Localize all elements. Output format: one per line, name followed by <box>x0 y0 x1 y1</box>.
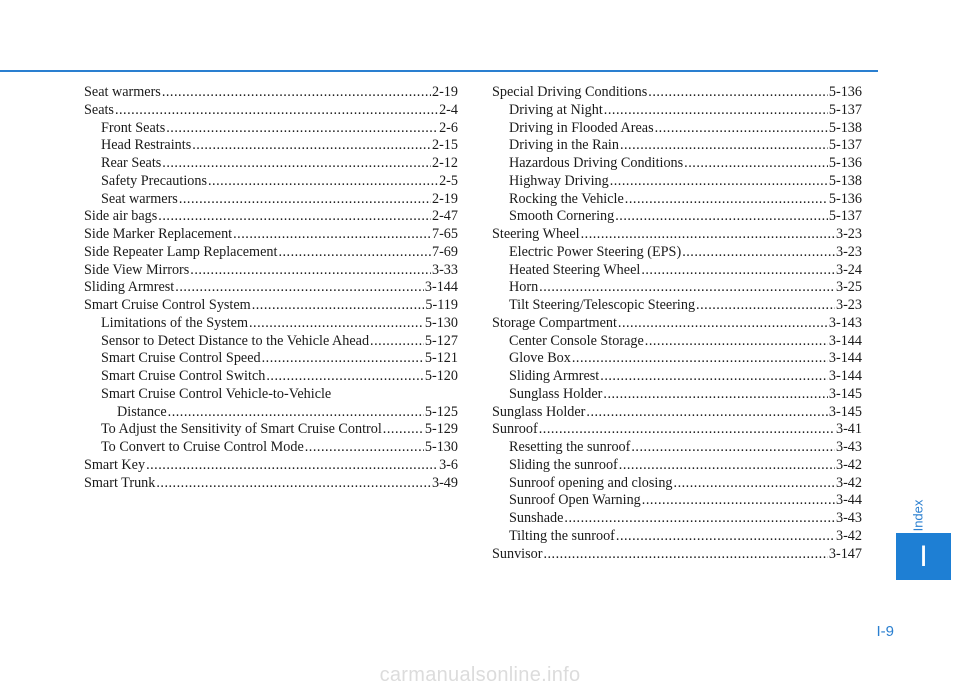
entry-page-ref: 5-136 <box>828 84 862 100</box>
entry-label: Front Seats <box>101 119 166 136</box>
entry-page-ref: 3-143 <box>828 314 862 331</box>
index-subentry[interactable] <box>492 528 862 546</box>
index-subentry[interactable] <box>492 279 862 297</box>
entry-page-ref: 3-145 <box>828 403 862 420</box>
index-subentry[interactable] <box>492 173 862 191</box>
index-entry[interactable] <box>84 84 458 102</box>
entry-label: To Adjust the Sensitivity of Smart Cruise Control <box>101 421 382 438</box>
index-entry[interactable] <box>84 475 458 493</box>
entry-label: Sunglass Holder <box>509 385 603 402</box>
dot-leader <box>162 155 431 173</box>
entry-page-ref: 5-120 <box>424 368 458 384</box>
entry-page-ref: 3-33 <box>431 261 458 278</box>
entry-label: Highway Driving <box>509 172 609 189</box>
entry-page-ref: 5-130 <box>424 439 458 455</box>
index-subentry[interactable] <box>492 155 862 173</box>
entry-label: Sunroof Open Warning <box>509 492 641 509</box>
entry-label: Seats <box>84 101 114 118</box>
entry-page-ref: 3-42 <box>835 527 862 544</box>
entry-label: Hazardous Driving Conditions <box>509 155 684 171</box>
page-number: I-9 <box>876 623 894 640</box>
entry-page-ref: 3-49 <box>431 474 458 491</box>
index-subentry[interactable] <box>84 315 458 333</box>
index-column-left <box>84 84 458 492</box>
index-entry[interactable] <box>492 421 862 439</box>
entry-page-ref: 5-138 <box>828 172 862 189</box>
entry-page-ref: 2-19 <box>431 190 458 207</box>
entry-page-ref: 3-44 <box>835 492 862 509</box>
entry-label: Storage Compartment <box>492 314 617 331</box>
entry-label: Tilting the sunroof <box>509 527 615 544</box>
dot-leader <box>696 297 835 315</box>
entry-label: Smooth Cornering <box>509 208 615 225</box>
dot-leader <box>168 404 424 422</box>
entry-page-ref: 5-136 <box>828 155 862 171</box>
entry-label: Sunroof <box>492 421 538 438</box>
entry-page-ref: 3-42 <box>835 474 862 491</box>
dot-leader <box>539 279 835 297</box>
entry-label: Smart Trunk <box>84 474 156 491</box>
entry-page-ref: 3-144 <box>424 279 458 296</box>
entry-label: Side air bags <box>84 208 158 225</box>
dot-leader <box>616 528 835 546</box>
dot-leader <box>631 439 835 457</box>
index-subentry[interactable] <box>492 368 862 386</box>
index-subentry[interactable] <box>84 191 458 209</box>
dot-leader <box>603 386 827 404</box>
index-subentry[interactable] <box>84 368 458 386</box>
entry-page-ref: 5-137 <box>828 137 862 154</box>
index-entry[interactable] <box>492 226 862 244</box>
entry-label: Driving at Night <box>509 101 603 118</box>
entry-label: Tilt Steering/Telescopic Steering <box>509 297 696 313</box>
entry-page-ref: 3-144 <box>828 350 862 367</box>
dot-leader <box>249 315 424 333</box>
dot-leader <box>682 244 835 262</box>
entry-page-ref: 5-129 <box>424 421 458 438</box>
entry-page-ref: 5-121 <box>424 350 458 367</box>
entry-page-ref: 2-6 <box>439 119 458 136</box>
entry-page-ref: 3-43 <box>835 439 862 455</box>
entry-page-ref: 7-65 <box>431 226 458 242</box>
index-entry[interactable] <box>84 457 458 475</box>
entry-label: Side View Mirrors <box>84 261 190 278</box>
dot-leader <box>642 492 835 510</box>
entry-page-ref: 5-138 <box>828 119 862 136</box>
dot-leader <box>655 120 828 138</box>
entry-page-ref: 5-127 <box>424 332 458 349</box>
dot-leader <box>641 262 835 280</box>
dot-leader <box>564 510 835 528</box>
index-entry[interactable] <box>492 84 862 102</box>
entry-label: Smart Key <box>84 456 146 473</box>
entry-page-ref: 3-144 <box>828 332 862 349</box>
dot-leader <box>383 421 424 439</box>
entry-page-ref: 5-119 <box>425 297 458 313</box>
dot-leader <box>305 439 424 457</box>
index-subentry[interactable] <box>84 439 458 457</box>
entry-label: Rocking the Vehicle <box>509 190 624 207</box>
dot-leader <box>233 226 431 244</box>
index-subentry[interactable] <box>492 208 862 226</box>
entry-page-ref: 5-125 <box>424 403 458 420</box>
dot-leader <box>278 244 431 262</box>
entry-label: Sunglass Holder <box>492 403 586 420</box>
dot-leader <box>625 191 828 209</box>
index-column-right <box>492 84 862 563</box>
entry-page-ref: 3-43 <box>835 510 862 526</box>
index-subentry[interactable] <box>492 386 862 404</box>
index-subentry[interactable] <box>84 404 458 422</box>
entry-page-ref: 3-144 <box>828 368 862 384</box>
dot-leader <box>192 137 431 155</box>
index-subentry[interactable] <box>492 102 862 120</box>
index-subentry[interactable] <box>84 137 458 155</box>
dot-leader <box>262 350 424 368</box>
index-tab-letter: I <box>919 539 928 573</box>
dot-leader <box>266 368 424 386</box>
entry-page-ref: 3-147 <box>828 545 862 562</box>
index-subentry[interactable] <box>492 439 862 457</box>
entry-page-ref: 3-42 <box>835 456 862 473</box>
entry-page-ref: 5-130 <box>424 314 458 331</box>
index-entry[interactable] <box>84 297 458 315</box>
dot-leader <box>581 226 835 244</box>
index-subentry[interactable] <box>492 333 862 351</box>
entry-page-ref: 2-15 <box>431 137 458 154</box>
entry-page-ref: 3-6 <box>439 456 458 473</box>
index-entry[interactable] <box>84 262 458 280</box>
entry-label: Glove Box <box>509 350 571 367</box>
entry-label: Special Driving Conditions <box>492 84 648 100</box>
dot-leader <box>618 315 828 333</box>
dot-leader <box>166 120 438 138</box>
entry-label: To Convert to Cruise Control Mode <box>101 439 304 455</box>
entry-label: Resetting the sunroof <box>509 439 631 455</box>
index-subentry[interactable] <box>492 510 862 528</box>
dot-leader <box>175 279 424 297</box>
dot-leader <box>179 191 431 209</box>
entry-label: Smart Cruise Control Speed <box>101 350 261 367</box>
index-entry[interactable] <box>492 315 862 333</box>
entry-label: Sunshade <box>509 510 564 526</box>
entry-label: Seat warmers <box>101 190 178 207</box>
index-subentry[interactable] <box>84 173 458 191</box>
entry-label: Driving in Flooded Areas <box>509 119 654 136</box>
entry-label: Sliding Armrest <box>509 368 600 384</box>
dot-leader <box>252 297 425 315</box>
dot-leader <box>619 457 835 475</box>
dot-leader <box>115 102 438 120</box>
entry-label: Heated Steering Wheel <box>509 261 641 278</box>
index-tab[interactable] <box>896 533 951 580</box>
entry-label: Limitations of the System <box>101 314 248 331</box>
dot-leader <box>610 173 828 191</box>
dot-leader <box>684 155 828 173</box>
entry-label: Side Repeater Lamp Replacement <box>84 243 278 260</box>
dot-leader <box>604 102 828 120</box>
entry-page-ref: 3-23 <box>835 226 862 242</box>
index-side-label-text: Index <box>910 499 926 531</box>
dot-leader <box>572 350 828 368</box>
entry-label: Smart Cruise Control Switch <box>101 368 266 384</box>
entry-page-ref: 2-12 <box>431 155 458 171</box>
dot-leader <box>370 333 424 351</box>
dot-leader <box>648 84 828 102</box>
entry-label: Driving in the Rain <box>509 137 619 154</box>
index-subentry[interactable] <box>492 120 862 138</box>
header-rule <box>0 70 878 72</box>
index-subentry[interactable] <box>492 350 862 368</box>
entry-label: Electric Power Steering (EPS) <box>509 243 682 260</box>
entry-page-ref: 2-5 <box>439 172 458 189</box>
entry-page-ref: 5-137 <box>828 208 862 225</box>
entry-page-ref: 5-136 <box>828 190 862 207</box>
index-entry[interactable] <box>84 244 458 262</box>
index-subentry[interactable] <box>84 120 458 138</box>
entry-page-ref: 2-47 <box>431 208 458 225</box>
dot-leader <box>543 546 827 564</box>
index-entry[interactable] <box>84 208 458 226</box>
index-subentry[interactable] <box>84 421 458 439</box>
index-subentry[interactable] <box>84 350 458 368</box>
entry-page-ref: 5-137 <box>828 101 862 118</box>
entry-label: Center Console Storage <box>509 332 644 349</box>
dot-leader <box>146 457 438 475</box>
entry-label: Safety Precautions <box>101 172 207 189</box>
entry-label: Sliding the sunroof <box>509 456 618 473</box>
entry-label: Sunvisor <box>492 545 543 562</box>
entry-label: Seat warmers <box>84 84 161 100</box>
entry-page-ref: 7-69 <box>431 243 458 260</box>
entry-label: Rear Seats <box>101 155 162 171</box>
entry-label: Smart Cruise Control System <box>84 297 251 313</box>
index-subentry[interactable] <box>492 191 862 209</box>
index-entry[interactable] <box>492 404 862 422</box>
entry-page-ref: 3-23 <box>835 243 862 260</box>
dot-leader <box>586 404 827 422</box>
index-subentry[interactable] <box>492 244 862 262</box>
entry-page-ref: 2-19 <box>431 84 458 100</box>
dot-leader <box>539 421 835 439</box>
index-subentry[interactable] <box>84 155 458 173</box>
dot-leader <box>158 208 431 226</box>
entry-page-ref: 3-23 <box>835 297 862 313</box>
index-subentry[interactable] <box>492 457 862 475</box>
entry-label: Sunroof opening and closing <box>509 474 673 491</box>
index-subentry[interactable] <box>492 262 862 280</box>
index-subentry[interactable] <box>84 386 458 404</box>
entry-page-ref: 3-24 <box>835 261 862 278</box>
index-subentry[interactable] <box>492 297 862 315</box>
dot-leader <box>156 475 431 493</box>
index-subentry[interactable] <box>492 475 862 493</box>
dot-leader <box>208 173 438 191</box>
entry-label: Steering Wheel <box>492 226 580 242</box>
entry-label: Horn <box>509 279 539 296</box>
dot-leader <box>620 137 828 155</box>
index-entry[interactable] <box>492 546 862 564</box>
entry-label: Sensor to Detect Distance to the Vehicle Ahead <box>101 332 370 349</box>
index-subentry[interactable] <box>84 333 458 351</box>
entry-label: Head Restraints <box>101 137 192 154</box>
dot-leader <box>615 208 828 226</box>
entry-page-ref: 2-4 <box>439 101 458 118</box>
dot-leader <box>674 475 835 493</box>
entry-label: Smart Cruise Control Vehicle-to-Vehicle <box>101 385 332 402</box>
entry-label: Distance <box>117 403 167 420</box>
entry-label: Sliding Armrest <box>84 279 175 296</box>
entry-page-ref: 3-41 <box>835 421 862 438</box>
entry-page-ref: 3-145 <box>828 385 862 402</box>
dot-leader <box>645 333 828 351</box>
index-subentry[interactable] <box>492 492 862 510</box>
index-entry[interactable] <box>84 226 458 244</box>
index-subentry[interactable] <box>492 137 862 155</box>
index-entry[interactable] <box>84 279 458 297</box>
dot-leader <box>600 368 828 386</box>
watermark: carmanualsonline.info <box>379 664 581 686</box>
dot-leader <box>190 262 431 280</box>
index-entry[interactable] <box>84 102 458 120</box>
entry-page-ref: 3-25 <box>835 279 862 296</box>
entry-label: Side Marker Replacement <box>84 226 233 242</box>
dot-leader <box>162 84 431 102</box>
index-side-label <box>908 497 928 533</box>
